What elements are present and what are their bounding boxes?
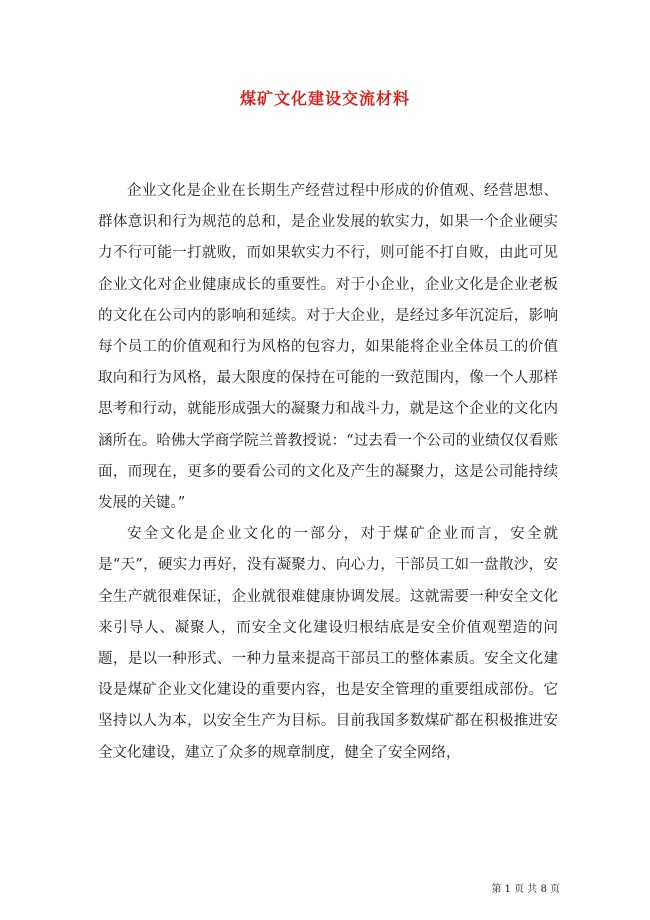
- page-number: 第 1 页 共 8 页: [491, 884, 560, 895]
- paragraph-safety-culture: 安全文化是企业文化的一部分，对于煤矿企业而言，安全就是“天”，硬实力再好，没有凝聚力、向心力，干部员工如一盘散沙，安全生产就很难保证，企业就很难健康协调发展。这就需要一种安全文化来引导人、凝聚人，而安全文化建设归根结底是安全价值观塑造的问题，是以一种形式、一种力量来提高干部员工的整体素质。安全文化建设是煤矿企业文化建设的重要内容，也是安全管理的重要组成部份。它坚持以人为本，以安全生产为目标。目前我国多数煤矿都在积极推进安全文化建设，建立了众多的规章制度，健全了安全网络，: [98, 526, 558, 761]
- document-body: [98, 176, 558, 769]
- paragraph-corporate-culture: 企业文化是企业在长期生产经营过程中形成的价值观、经营思想、群体意识和行为规范的总和，是企业发展的软实力，如果一个企业硬实力不行可能一打就败，而如果软实力不行，则可能不打自败，由此可见企业文化对企业健康成长的重要性。对于小企业，企业文化是企业老板的文化在公司内的影响和延续。对于大企业，是经过多年沉淀后，影响每个员工的价值观和行为风格的包容力，如果能将企业全体员工的价值取向和行为风格，最大限度的保持在可能的一致范围内，像一个人那样思考和行动，就能形成强大的凝聚力和战斗力，就是这个企业的文化内涵所在。哈佛大学商学院兰普教授说：“过去看一个公司的业绩仅仅看账面，而现在，更多的要看公司的文化及产生的凝聚力，这是公司能持续发展的关键。”: [98, 183, 558, 512]
- document-title: 煤矿文化建设交流材料: [239, 89, 410, 108]
